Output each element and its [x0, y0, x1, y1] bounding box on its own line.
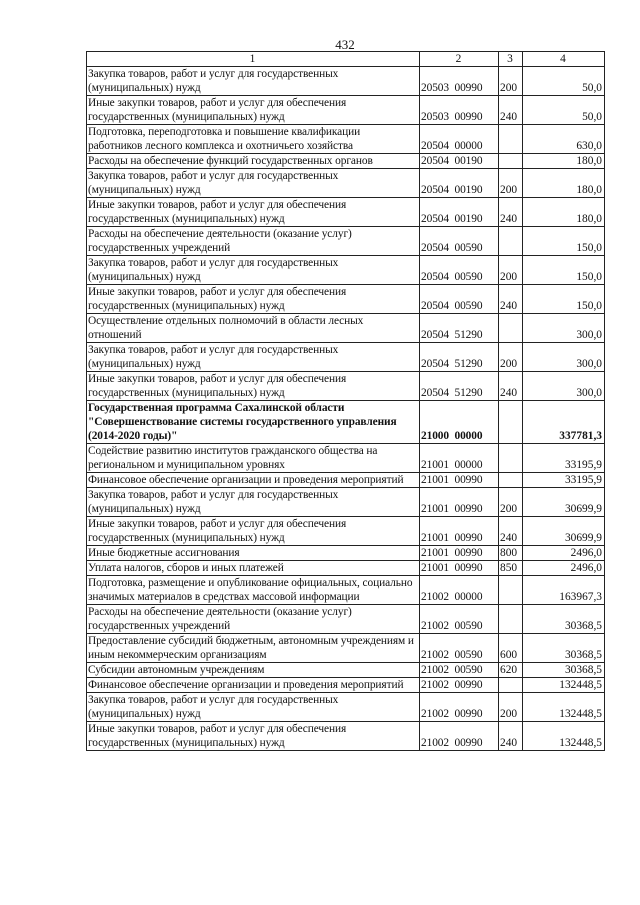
row-expense-type: 200: [499, 488, 523, 517]
row-expense-type: [499, 401, 523, 444]
table-row: [87, 227, 605, 256]
table-row: [87, 154, 605, 169]
row-expense-type: 850: [499, 561, 523, 576]
row-amount: 180,0: [523, 169, 605, 198]
row-name: Закупка товаров, работ и услуг для государственных (муниципальных) нужд: [87, 343, 420, 372]
row-expense-type: 600: [499, 634, 523, 663]
table-header: [87, 52, 605, 67]
row-expense-type: 240: [499, 198, 523, 227]
table-row: [87, 693, 605, 722]
row-code: 21002 00990: [420, 693, 499, 722]
row-code: 20504 00190: [420, 154, 499, 169]
row-expense-type: [499, 154, 523, 169]
row-name: Подготовка, размещение и опубликование официальных, социально значимых материалов в средствах массовой информации: [87, 576, 420, 605]
row-code: 21002 00590: [420, 663, 499, 678]
row-amount: 132448,5: [523, 678, 605, 693]
table-row: [87, 169, 605, 198]
row-amount: 300,0: [523, 372, 605, 401]
row-expense-type: [499, 576, 523, 605]
row-name: Содействие развитию институтов гражданского общества на региональном и муниципальном уровнях: [87, 444, 420, 473]
row-code: 21001 00990: [420, 488, 499, 517]
column-header-4: 4: [523, 52, 605, 67]
row-expense-type: [499, 314, 523, 343]
row-code: 20504 51290: [420, 343, 499, 372]
table-row: [87, 314, 605, 343]
table-row: [87, 678, 605, 693]
row-amount: 33195,9: [523, 444, 605, 473]
table-row: [87, 372, 605, 401]
row-code: 21001 00990: [420, 561, 499, 576]
row-name: Закупка товаров, работ и услуг для государственных (муниципальных) нужд: [87, 256, 420, 285]
row-name: Иные закупки товаров, работ и услуг для обеспечения государственных (муниципальных) нужд: [87, 722, 420, 751]
row-expense-type: 200: [499, 67, 523, 96]
table-row: [87, 663, 605, 678]
row-amount: 30368,5: [523, 663, 605, 678]
row-name: Государственная программа Сахалинской области "Совершенствование системы государственного управления (2014-2020 годы)": [87, 401, 420, 444]
row-name: Иные закупки товаров, работ и услуг для обеспечения государственных (муниципальных) нужд: [87, 372, 420, 401]
row-name: Закупка товаров, работ и услуг для государственных (муниципальных) нужд: [87, 488, 420, 517]
row-name: Иные закупки товаров, работ и услуг для обеспечения государственных (муниципальных) нужд: [87, 517, 420, 546]
row-code: 20504 00190: [420, 169, 499, 198]
table-row: [87, 444, 605, 473]
column-header-2: 2: [420, 52, 499, 67]
budget-table: [86, 51, 605, 751]
row-code: 21001 00990: [420, 517, 499, 546]
row-amount: 132448,5: [523, 722, 605, 751]
row-name: Предоставление субсидий бюджетным, автономным учреждениям и иным некоммерческим организациям: [87, 634, 420, 663]
row-expense-type: 200: [499, 693, 523, 722]
row-expense-type: [499, 227, 523, 256]
table-row: [87, 517, 605, 546]
row-code: 20504 00190: [420, 198, 499, 227]
row-expense-type: [499, 678, 523, 693]
row-code: 21002 00990: [420, 678, 499, 693]
row-name: Осуществление отдельных полномочий в области лесных отношений: [87, 314, 420, 343]
row-amount: 630,0: [523, 125, 605, 154]
row-code: 20504 51290: [420, 372, 499, 401]
row-code: 20504 00590: [420, 285, 499, 314]
row-expense-type: 800: [499, 546, 523, 561]
table-row: [87, 561, 605, 576]
row-code: 20504 51290: [420, 314, 499, 343]
table-row: [87, 401, 605, 444]
row-amount: 150,0: [523, 285, 605, 314]
row-amount: 300,0: [523, 343, 605, 372]
row-amount: 30368,5: [523, 605, 605, 634]
row-name: Закупка товаров, работ и услуг для государственных (муниципальных) нужд: [87, 693, 420, 722]
table-row: [87, 198, 605, 227]
row-amount: 30699,9: [523, 488, 605, 517]
row-amount: 50,0: [523, 96, 605, 125]
row-expense-type: 200: [499, 343, 523, 372]
row-name: Финансовое обеспечение организации и проведения мероприятий: [87, 678, 420, 693]
row-code: 21001 00990: [420, 473, 499, 488]
row-name: Субсидии автономным учреждениям: [87, 663, 420, 678]
page-number: 432: [335, 37, 355, 52]
row-name: Уплата налогов, сборов и иных платежей: [87, 561, 420, 576]
row-expense-type: [499, 605, 523, 634]
row-amount: 337781,3: [523, 401, 605, 444]
row-amount: 300,0: [523, 314, 605, 343]
row-name: Расходы на обеспечение деятельности (оказание услуг) государственных учреждений: [87, 605, 420, 634]
row-amount: 33195,9: [523, 473, 605, 488]
row-amount: 163967,3: [523, 576, 605, 605]
row-expense-type: 240: [499, 285, 523, 314]
row-name: Иные закупки товаров, работ и услуг для обеспечения государственных (муниципальных) нужд: [87, 285, 420, 314]
row-name: Подготовка, переподготовка и повышение квалификации работников лесного комплекса и охотничьего хозяйства: [87, 125, 420, 154]
row-code: 21002 00000: [420, 576, 499, 605]
row-code: 21001 00990: [420, 546, 499, 561]
row-name: Расходы на обеспечение деятельности (оказание услуг) государственных учреждений: [87, 227, 420, 256]
row-expense-type: 240: [499, 372, 523, 401]
table-body: [87, 67, 605, 751]
column-header-3: 3: [499, 52, 523, 67]
column-header-1: 1: [87, 52, 420, 67]
row-name: Иные закупки товаров, работ и услуг для обеспечения государственных (муниципальных) нужд: [87, 96, 420, 125]
row-amount: 150,0: [523, 227, 605, 256]
row-amount: 150,0: [523, 256, 605, 285]
table-row: [87, 546, 605, 561]
row-code: 20503 00990: [420, 67, 499, 96]
row-code: 20504 00590: [420, 256, 499, 285]
table-row: [87, 96, 605, 125]
row-name: Закупка товаров, работ и услуг для государственных (муниципальных) нужд: [87, 169, 420, 198]
row-code: 20503 00990: [420, 96, 499, 125]
row-code: 21002 00990: [420, 722, 499, 751]
row-name: Закупка товаров, работ и услуг для государственных (муниципальных) нужд: [87, 67, 420, 96]
row-name: Расходы на обеспечение функций государственных органов: [87, 154, 420, 169]
row-code: 21002 00590: [420, 605, 499, 634]
row-amount: 180,0: [523, 154, 605, 169]
row-expense-type: [499, 444, 523, 473]
row-name: Финансовое обеспечение организации и проведения мероприятий: [87, 473, 420, 488]
row-code: 21002 00590: [420, 634, 499, 663]
table-row: [87, 125, 605, 154]
row-expense-type: [499, 473, 523, 488]
table-row: [87, 67, 605, 96]
row-amount: 2496,0: [523, 546, 605, 561]
table-row: [87, 605, 605, 634]
row-expense-type: 240: [499, 722, 523, 751]
table-row: [87, 634, 605, 663]
row-code: 20504 00000: [420, 125, 499, 154]
row-expense-type: 240: [499, 96, 523, 125]
table-row: [87, 488, 605, 517]
row-amount: 30699,9: [523, 517, 605, 546]
row-name: Иные закупки товаров, работ и услуг для обеспечения государственных (муниципальных) нужд: [87, 198, 420, 227]
row-code: 21001 00000: [420, 444, 499, 473]
row-name: Иные бюджетные ассигнования: [87, 546, 420, 561]
row-code: 20504 00590: [420, 227, 499, 256]
row-expense-type: 200: [499, 256, 523, 285]
row-amount: 2496,0: [523, 561, 605, 576]
row-amount: 50,0: [523, 67, 605, 96]
row-expense-type: 240: [499, 517, 523, 546]
row-expense-type: [499, 125, 523, 154]
row-amount: 30368,5: [523, 634, 605, 663]
row-expense-type: 200: [499, 169, 523, 198]
row-code: 21000 00000: [420, 401, 499, 444]
table-row: [87, 343, 605, 372]
table-row: [87, 473, 605, 488]
table-row: [87, 722, 605, 751]
table-row: [87, 576, 605, 605]
row-amount: 132448,5: [523, 693, 605, 722]
row-expense-type: 620: [499, 663, 523, 678]
table-row: [87, 256, 605, 285]
table-row: [87, 285, 605, 314]
row-amount: 180,0: [523, 198, 605, 227]
